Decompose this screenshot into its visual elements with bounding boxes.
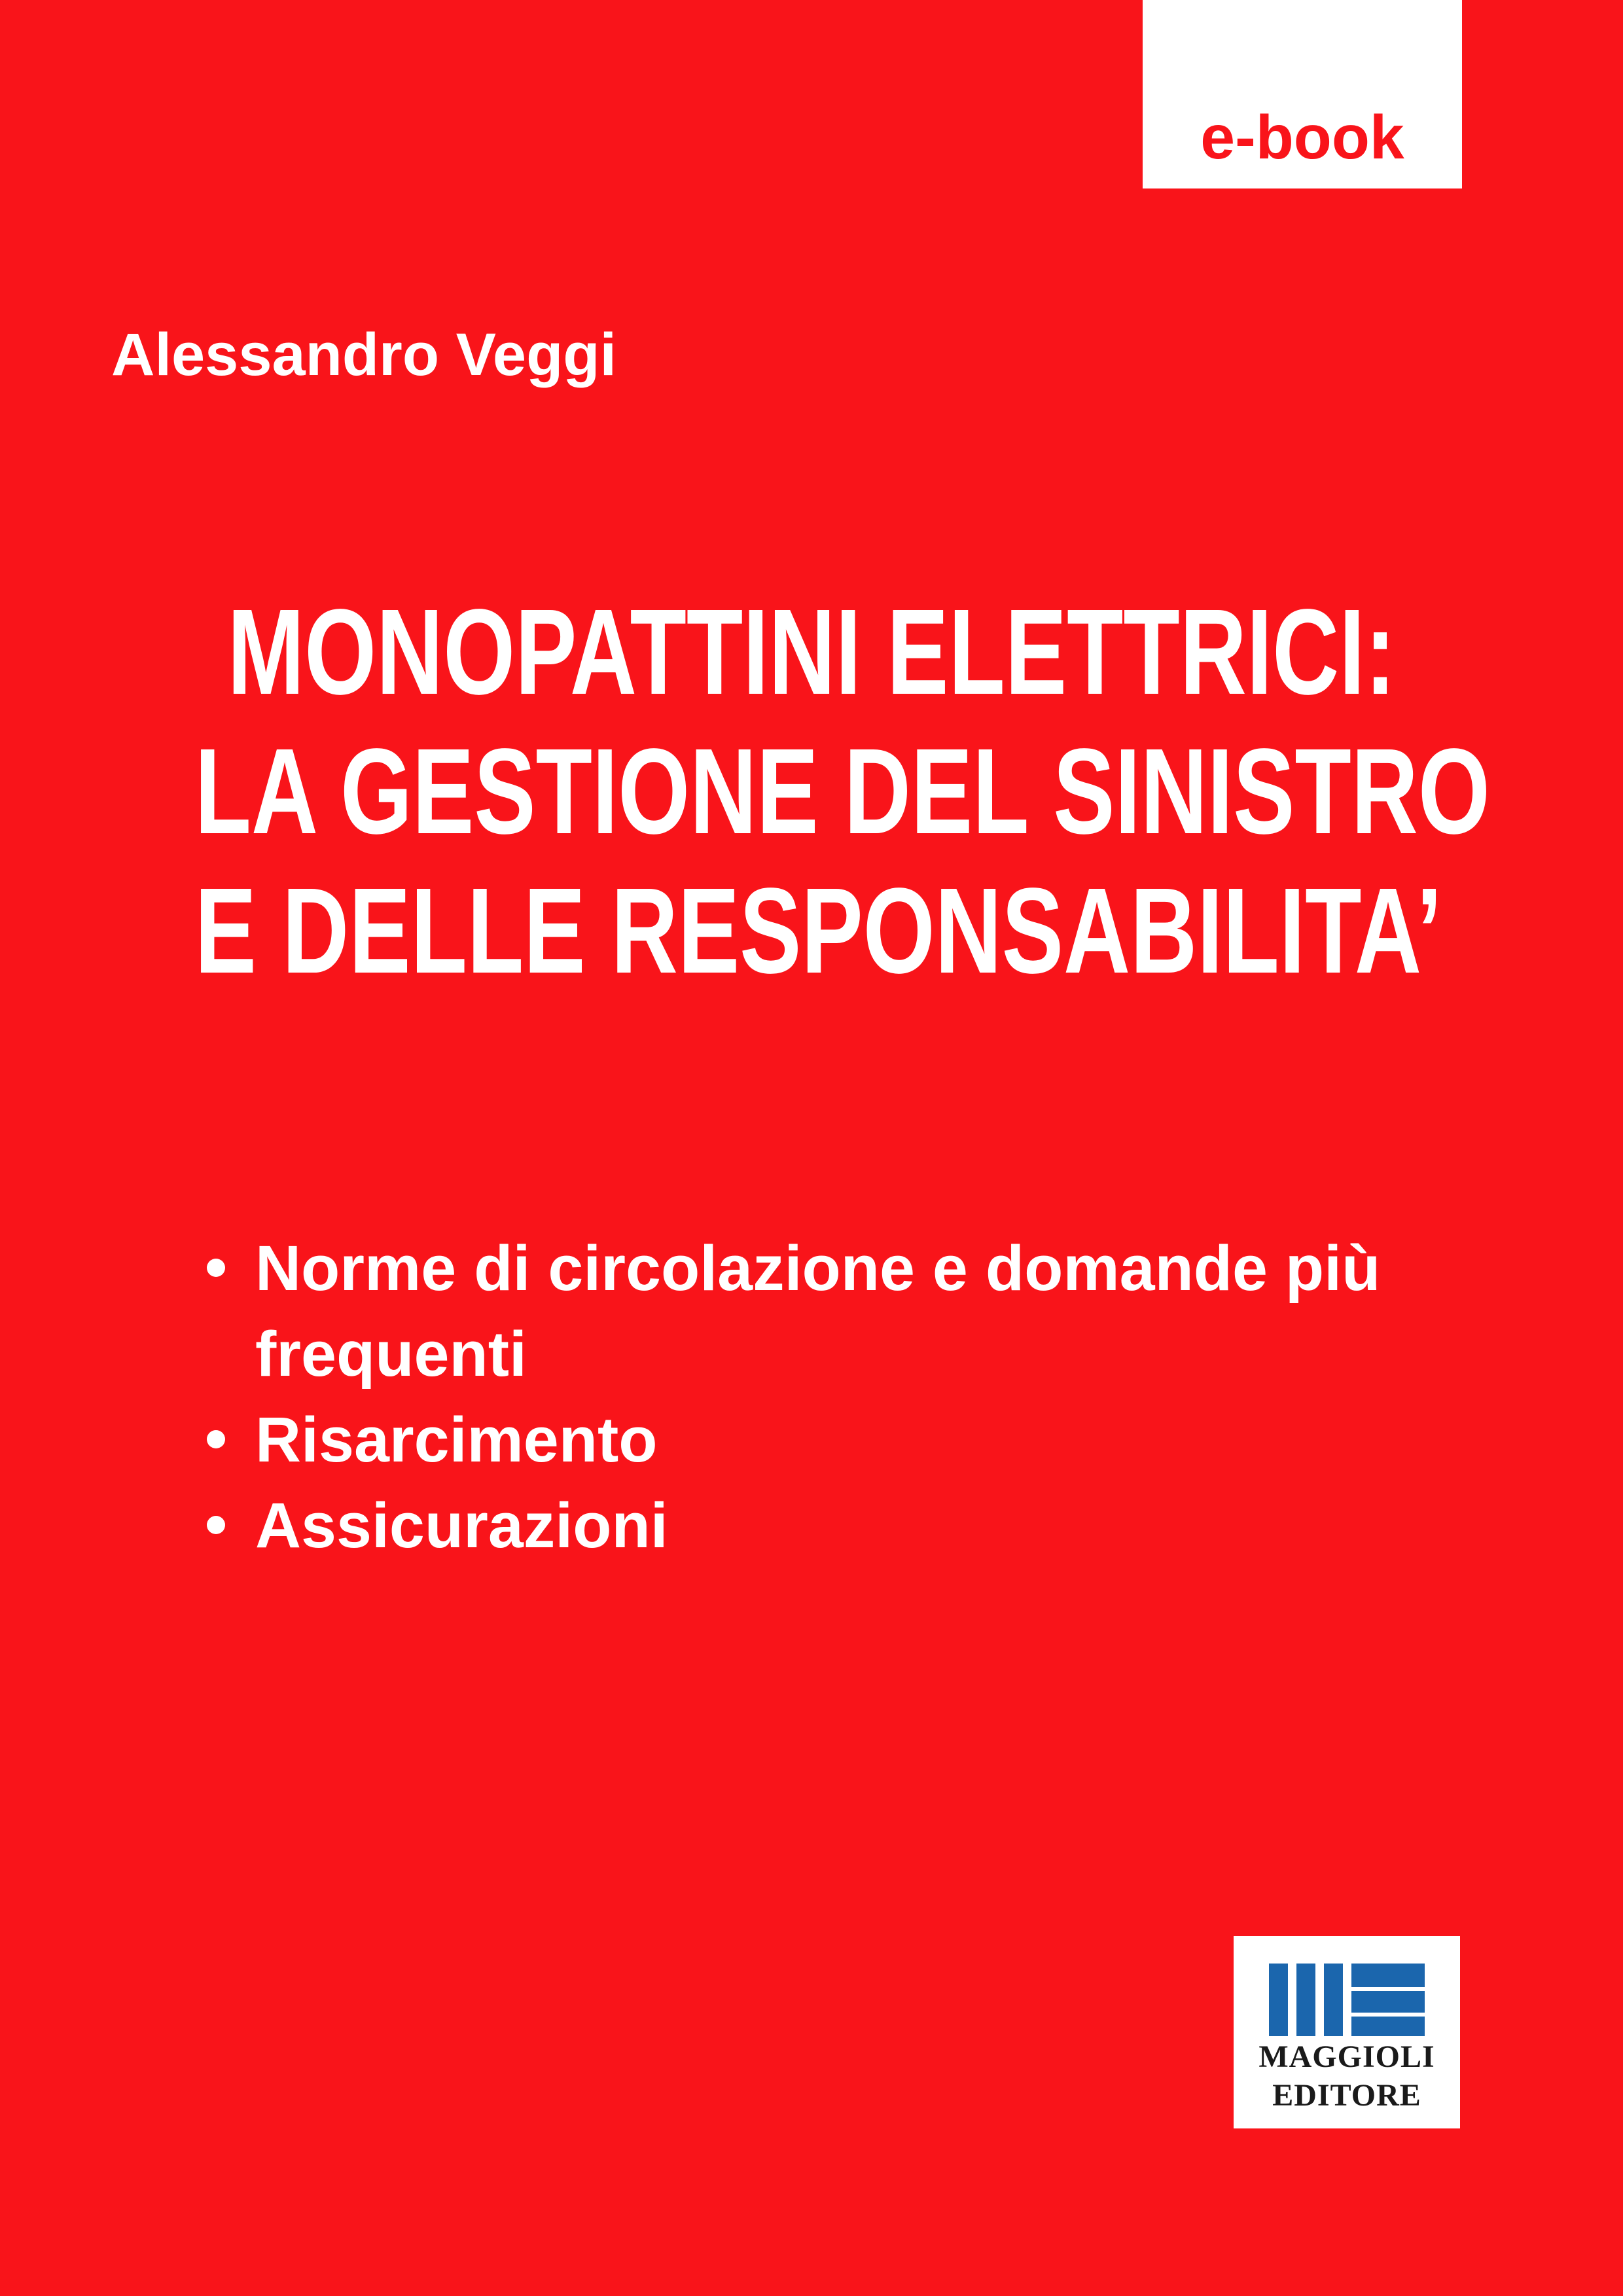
title-line-3: E DELLE RESPONSABILITA’: [194, 863, 1442, 999]
list-item-line: Norme di circolazione e domande più: [255, 1232, 1381, 1304]
topics-list: [207, 1225, 1380, 1568]
ebook-badge-label: e-book: [1200, 103, 1404, 172]
publisher-name-line-1: MAGGIOLI: [1258, 2039, 1435, 2074]
ebook-badge: [1143, 0, 1462, 188]
list-item: [207, 1482, 1380, 1568]
bullet-icon: [207, 1430, 225, 1448]
list-item-line: Assicurazioni: [255, 1490, 668, 1561]
title-line-2: LA GESTIONE DEL SINISTRO: [194, 724, 1490, 859]
monogram-m-bar: [1269, 1964, 1288, 2036]
book-title: [0, 583, 1623, 1001]
monogram-e-bar: [1351, 1991, 1425, 2013]
list-item-text: [255, 1225, 1380, 1397]
monogram-e-bar: [1351, 2017, 1425, 2036]
list-item: [207, 1397, 1380, 1482]
publisher-logo-box: [1234, 1936, 1460, 2128]
monogram-m-bar: [1296, 1964, 1315, 2036]
monogram-m-bar: [1324, 1964, 1343, 2036]
title-line-1: MONOPATTINI ELETTRICI:: [227, 584, 1396, 720]
publisher-name-line-2: EDITORE: [1272, 2078, 1421, 2113]
monogram-e-bar: [1351, 1964, 1425, 1987]
list-item-line: frequenti: [255, 1318, 527, 1390]
monogram-e-bars: [1351, 1964, 1425, 2036]
list-item-line: Risarcimento: [255, 1404, 658, 1475]
list-item-text: [255, 1397, 658, 1482]
bullet-icon: [207, 1259, 225, 1277]
bullet-icon: [207, 1516, 225, 1534]
author-name: Alessandro Veggi: [111, 321, 617, 388]
list-item: [207, 1225, 1380, 1397]
list-item-text: [255, 1482, 668, 1568]
maggioli-me-monogram-icon: [1269, 1964, 1425, 2036]
